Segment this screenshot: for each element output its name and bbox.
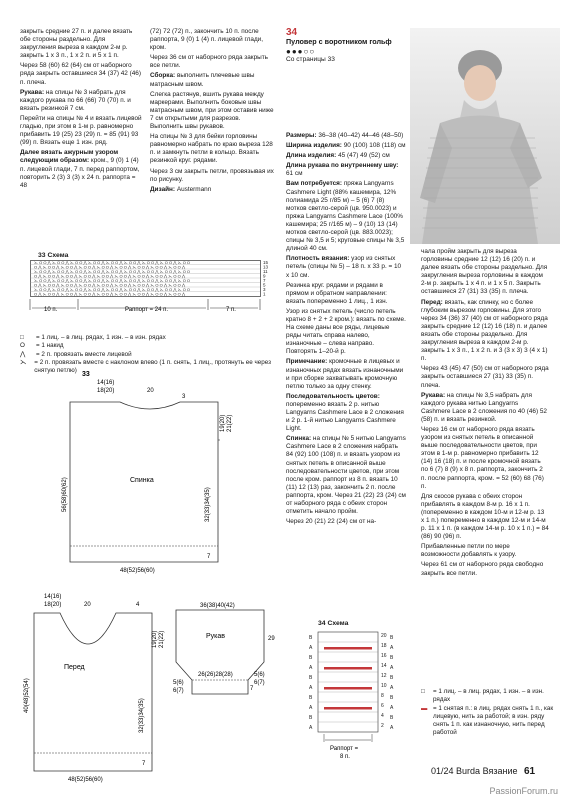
svg-text:5(6): 5(6) [173, 680, 184, 686]
paragraph: Прибавленные петли по мере возможности добавлять к узору. [421, 543, 517, 559]
schema-33-title: 33 Схема [38, 252, 69, 259]
schema-33-grid [30, 260, 280, 324]
svg-text:А: А [309, 665, 313, 671]
svg-text:O ⋀ ⋋ O O ⋀ ⋋ O O ⋀ ⋋ O O ⋀ ⋋: O ⋀ ⋋ O O ⋀ ⋋ O O ⋀ ⋋ O O ⋀ ⋋ O O ⋀ ⋋ O O ⋀ ⋋ O O ⋀ ⋋ O O ⋀ ⋋ O O ⋀ [34, 282, 186, 288]
svg-text:7: 7 [142, 761, 146, 767]
svg-text:В: В [390, 655, 394, 661]
svg-text:4: 4 [381, 713, 384, 719]
paragraph: Вам потребуется: пряжа Langyarns Cashmere Light (88% кашемира, 12% полиамида 25 г/85 м) – 5 (6) 7 (8) мотков светло-серой (цв. 950.0023) и пряжа Langyarns Cashmere Lace (100% кашемира; 25 г/165 м) – 9 (10) 13 (14) мотков светло-серой (цв. 883.0023); спицы № 3,5 и 5; круговые спицы № 3,5 длиной 40 см. [286, 180, 405, 253]
paragraph: Перейти на спицы № 4 и вязать лицевой гладью, при этом в 1-м р. равномерно прибавить 19 (25) 23 (29) п. = 85 (91) 93 (99) п. Вязать еще 1 изн. ряд. [20, 114, 142, 147]
legend-34 [421, 688, 555, 738]
row-number: 5 [263, 282, 266, 288]
model-header [286, 27, 406, 64]
svg-text:O ⋀ ⋋ O O ⋀ ⋋ O O ⋀ ⋋ O O ⋀ ⋋: O ⋀ ⋋ O O ⋀ ⋋ O O ⋀ ⋋ O O ⋀ ⋋ O O ⋀ ⋋ O O ⋀ ⋋ O O ⋀ ⋋ O O ⋀ ⋋ O O ⋀ [34, 273, 186, 279]
svg-text:40(48)52(54): 40(48)52(54) [24, 678, 30, 713]
svg-text:19(20): 19(20) [152, 630, 158, 648]
svg-text:21(22): 21(22) [227, 414, 233, 432]
model-number: 34 [286, 27, 298, 38]
paragraph: закрыть средние 27 п. и далее вязать обе стороны раздельно. Для закругления выреза в каждом 2-м р. закрыть 1 х 3 п., 1 х 2 п. и 5 х 1 п. [20, 28, 133, 60]
paragraph: Через 16 см от наборного ряда вязать узором из снятых петель в описанной выше последовательности цветов, при этом в 1-м р. равномерно прибавить 12 (14) 16 (18) п. и после кромочной вязать по 6 (7) 8 (9) х 8 п. раппорта, закончить 2 п. после раппорта, кром. = 52 (60) 68 (76) п. [421, 425, 544, 490]
svg-text:6: 6 [381, 703, 384, 709]
schema-34-title: 34 Схема [318, 620, 349, 627]
magazine-name: Burda Вязание [456, 766, 518, 776]
svg-text:А: А [390, 685, 394, 691]
svg-text:А: А [390, 665, 394, 671]
svg-text:В: В [390, 695, 394, 701]
pattern-sleeve [170, 598, 280, 698]
svg-text:29: 29 [268, 636, 275, 642]
paragraph: Рукава: на спицы № 3 набрать для каждого рукава по 66 (66) 70 (70) п. и вязать резинкой 7 см. [20, 88, 131, 112]
source-page: Со страницы 33 [286, 55, 335, 63]
paragraph: Размеры: 36–38 (40–42) 44–46 (48–50) [286, 132, 404, 139]
sleeve-label: Рукав [206, 633, 225, 640]
page-number: 61 [524, 766, 536, 777]
back-label: Спинка [130, 477, 154, 484]
paragraph: Последовательность цветов: попеременно вязать 2 р. нитью Langyarns Cashmere Lace в 2 сложения и 2 р. 1-й нитью Langyarns Cashmere Light. [286, 392, 404, 433]
difficulty-rating: ●●●○○ [286, 46, 316, 56]
svg-text:В: В [390, 675, 394, 681]
legend-item: O = 1 накид [20, 342, 64, 350]
model-title: Пуловер с воротником гольф [286, 37, 392, 46]
legend-item: ⋀ = 2 п. провязать вместе лицевой [20, 350, 132, 358]
svg-text:14: 14 [381, 663, 387, 669]
svg-text:А: А [309, 685, 313, 691]
model-photo [410, 28, 560, 244]
svg-text:21(22): 21(22) [159, 630, 165, 648]
svg-text:В: В [309, 675, 313, 681]
svg-text:8: 8 [381, 693, 384, 699]
pattern-front [20, 593, 170, 783]
text-column-2 [150, 28, 274, 196]
paragraph: Дизайн: Austermann [150, 185, 212, 193]
svg-text:O ⋀ ⋋ O O ⋀ ⋋ O O ⋀ ⋋ O O ⋀ ⋋: O ⋀ ⋋ O O ⋀ ⋋ O O ⋀ ⋋ O O ⋀ ⋋ O O ⋀ ⋋ O O ⋀ ⋋ O O ⋀ ⋋ O O ⋀ ⋋ O O ⋀ [34, 291, 186, 297]
paragraph: Сборка: выполнить плечевые швы матрасным швом. [150, 72, 255, 88]
legend-item: ⋋ = 2 п. провязать вместе с наклоном влево (1 п. снять, 1 лиц., протянуть ее через снятую петлю) [20, 358, 272, 375]
svg-text:16: 16 [381, 653, 387, 659]
schema-34-grid [308, 630, 398, 770]
label-7: 7 п. [226, 307, 236, 313]
svg-text:20: 20 [147, 388, 154, 394]
page-footer [431, 766, 535, 777]
svg-text:36(38)40(42): 36(38)40(42) [200, 603, 235, 609]
svg-text:18(20): 18(20) [44, 602, 62, 608]
row-number: 9 [263, 273, 266, 279]
legend-item: ▬ = 1 снятая п.: в лиц. рядах снять 1 п., как лицевую, нить за работой; в изн. ряду снять 1 п. как изнаночную, нить перед работой [421, 704, 554, 737]
legend-item: □ = 1 лиц. – в лиц. рядах, 1 изн. – в изн. рядах [20, 334, 166, 341]
svg-text:⋋ O O ⋀ ⋋ O O ⋀ ⋋ O O ⋀ ⋋ O O: ⋋ O O ⋀ ⋋ O O ⋀ ⋋ O O ⋀ ⋋ O O ⋀ ⋋ O O ⋀ ⋋ O O ⋀ ⋋ O O ⋀ ⋋ O O ⋀ ⋋ O O [34, 287, 191, 292]
svg-text:2: 2 [381, 723, 384, 729]
svg-text:12: 12 [381, 673, 387, 679]
svg-text:32(33)34(35): 32(33)34(35) [139, 698, 145, 733]
svg-text:32(33)34(35): 32(33)34(35) [205, 487, 211, 522]
paragraph: Для скосов рукава с обеих сторон прибавлять в каждом 8-м р. 16 х 1 п. (попеременно в каждом 10-м и 12-м р. 13 х 1 п.) попеременно в каждом 12-м и 14-м р. 11 х 1 п. (в каждом 14-м р. 10 х 1 п.) = 84 (86) 90 (96) п. [421, 492, 549, 541]
paragraph: Через 3 см закрыть петли, провязывая их по рисунку. [150, 167, 274, 183]
svg-text:48(52)56(60): 48(52)56(60) [120, 568, 155, 574]
paragraph: Резинка круг. рядами и рядами в прямом и обратном направлении: вязать попеременно 1 лиц., 1 изн. [286, 281, 388, 305]
row-number: 15 [263, 260, 269, 265]
pattern-number: 33 [82, 371, 90, 378]
rapport-value: 8 п. [340, 754, 350, 760]
svg-text:В: В [390, 635, 394, 641]
paragraph: Ширина изделия: 90 (100) 108 (118) см [286, 142, 406, 150]
row-number: 3 [263, 287, 266, 292]
svg-text:В: В [309, 635, 313, 641]
svg-text:6(7): 6(7) [173, 688, 184, 694]
svg-text:6(7): 6(7) [254, 680, 265, 686]
paragraph: Спинка: на спицы № 5 нитью Langyarns Cashmere Lace в 2 сложения набрать 84 (92) 100 (108) п. и вязать узором из снятых петель в описанной выше последовательности цветов, при этом после кром. раппорт из 8 п. вязать 10 (11) 12 (13) раз, закончить 2 п. после раппорта, кром. Через 21 (22) 23 (24) см от наборного ряда с обеих сторон отметить начало пройм. [286, 435, 406, 516]
paragraph: Плотность вязания: узор из снятых петель (спицы № 5) – 18 п. х 33 р. = 10 х 10 см. [286, 255, 402, 279]
text-column-4 [421, 248, 549, 580]
svg-text:14(16): 14(16) [44, 594, 62, 600]
paragraph: На спицы № 3 для бейки горловины равномерно набрать по краю выреза 128 п. и замкнуть петли в кольцо. Вязать резинкой круг. рядами. [150, 133, 273, 165]
paragraph: Через 43 (45) 47 (50) см от наборного ряда закрыть оставшиеся 27 (31) 33 (35) п. плеча. [421, 365, 549, 389]
svg-text:⋋ O O ⋀ ⋋ O O ⋀ ⋋ O O ⋀ ⋋ O O: ⋋ O O ⋀ ⋋ O O ⋀ ⋋ O O ⋀ ⋋ O O ⋀ ⋋ O O ⋀ ⋋ O O ⋀ ⋋ O O ⋀ ⋋ O O ⋀ ⋋ O O [34, 260, 191, 265]
svg-text:В: В [309, 655, 313, 661]
paragraph: Длина изделия: 45 (47) 49 (52) см [286, 152, 390, 160]
svg-text:4: 4 [136, 602, 140, 608]
issue-number: 01/24 [431, 766, 454, 776]
svg-text:В: В [390, 715, 394, 721]
svg-text:5(6): 5(6) [254, 672, 265, 678]
paragraph: Через 58 (60) 62 (64) см от наборного ряда закрыть оставшиеся 34 (37) 42 (46) п. плеча. [20, 62, 141, 86]
svg-text:А: А [309, 705, 313, 711]
svg-text:14(16): 14(16) [97, 380, 115, 386]
paragraph: Перед: вязать, как спинку, но с более глубоким вырезом горловины. Для этого через 34 (36) 37 (40) см от наборного ряда закрыть средние 12 (12) 16 (18) п. и далее вязать обе стороны раздельно. Для закругления выреза в каждом 2-м р. закрыть 1 х 3 п., 1 х 2 п. и 3 (3 х 3) 3 (4 х 1) п. [421, 298, 548, 363]
svg-text:В: В [309, 695, 313, 701]
svg-text:А: А [309, 645, 313, 651]
svg-text:3: 3 [182, 394, 186, 400]
paragraph: (72) 72 (72) п., закончить 10 п. после раппорта, 9 (0) 1 (4) п. лицевой глади, кром. [150, 28, 264, 52]
svg-text:18(20): 18(20) [97, 388, 115, 394]
svg-text:26(26)28(28): 26(26)28(28) [198, 672, 233, 678]
label-rapport: Раппорт = 24 п. [125, 307, 169, 313]
svg-text:7: 7 [250, 686, 254, 692]
svg-text:⋋ O O ⋀ ⋋ O O ⋀ ⋋ O O ⋀ ⋋ O O: ⋋ O O ⋀ ⋋ O O ⋀ ⋋ O O ⋀ ⋋ O O ⋀ ⋋ O O ⋀ ⋋ O O ⋀ ⋋ O O ⋀ ⋋ O O ⋀ ⋋ O O [34, 269, 191, 274]
row-number: 11 [263, 269, 268, 274]
svg-text:А: А [390, 705, 394, 711]
legend-item: □ = 1 лиц. – в лиц. рядах, 1 изн. – в изн. рядах [421, 688, 544, 704]
svg-text:А: А [309, 725, 313, 731]
text-column-1 [20, 28, 142, 192]
paragraph: Узор из снятых петель (число петель кратно 8 + 2 + 2 кром.): вязать по схеме. На схеме даны все ряды, лицевые ряды читать справа налево, изнаночные – слева направо. Повторять 1–20-й р. [286, 307, 406, 356]
svg-text:56(58)60(62): 56(58)60(62) [62, 477, 68, 512]
pattern-back [60, 371, 233, 592]
svg-text:А: А [390, 725, 394, 731]
label-10: 10 п. [44, 307, 58, 313]
watermark: PassionForum.ru [489, 786, 558, 796]
row-number: 7 [263, 278, 266, 283]
svg-text:10: 10 [381, 683, 387, 689]
svg-text:7: 7 [207, 554, 211, 560]
paragraph: Длина рукава по внутреннему шву: 61 см [286, 162, 399, 178]
paragraph: Слегка растянув, вшить рукава между маркерами. Выполнить боковые швы матрасным швом, при этом оставив ниже 7 см открытыми для разрезов. Выполнить швы рукавов. [150, 90, 274, 131]
front-label: Перед [64, 664, 85, 671]
svg-text:O ⋀ ⋋ O O ⋀ ⋋ O O ⋀ ⋋ O O ⋀ ⋋: O ⋀ ⋋ O O ⋀ ⋋ O O ⋀ ⋋ O O ⋀ ⋋ O O ⋀ ⋋ O O ⋀ ⋋ O O ⋀ ⋋ O O ⋀ ⋋ O O ⋀ [34, 264, 186, 270]
legend-33 [20, 334, 285, 375]
text-column-3 [286, 132, 406, 528]
row-number: 13 [263, 264, 269, 270]
svg-text:20: 20 [84, 602, 91, 608]
svg-text:18: 18 [381, 643, 387, 649]
paragraph: Далее вязать ажурным узором следующим образом: кром., 9 (0) 1 (4) п. лицевой глади, 7 п. перед раппортом, повторить 2 (3) 3 (3) х 24 п. раппорта = 48 [20, 149, 140, 189]
svg-text:20: 20 [381, 633, 387, 639]
svg-text:48(52)56(60): 48(52)56(60) [68, 777, 103, 783]
paragraph: Через 20 (21) 22 (24) см от на- [286, 518, 377, 526]
svg-text:⋋ O O ⋀ ⋋ O O ⋀ ⋋ O O ⋀ ⋋ O O: ⋋ O O ⋀ ⋋ O O ⋀ ⋋ O O ⋀ ⋋ O O ⋀ ⋋ O O ⋀ ⋋ O O ⋀ ⋋ O O ⋀ ⋋ O O ⋀ ⋋ O O [34, 278, 191, 283]
paragraph: Рукава: на спицы № 3,5 набрать для каждого рукава нитью Langyarns Cashmere Lace в 2 сложения по 40 (46) 52 (58) п. и вязать резинкой. [421, 391, 547, 423]
svg-text:А: А [390, 645, 394, 651]
rapport-label: Раппорт = [330, 746, 359, 752]
paragraph: чала пройм закрыть для выреза горловины средние 12 (12) 16 (20) п. и далее вязать обе стороны раздельно. Для закругления выреза горловины в каждом 2-м р. закрыть 1 х 4 п. и 1 х 5 п. Закрыть оставшиеся 27 (31) 33 (35) п. плеча. [421, 248, 548, 296]
paragraph: Через 36 см от наборного ряда закрыть все петли. [150, 54, 268, 70]
svg-text:В: В [309, 715, 313, 721]
svg-text:19(20): 19(20) [220, 414, 226, 432]
paragraph: Через 61 см от наборного ряда свободно закрыть все петли. [421, 561, 544, 577]
paragraph: Примечание: кромочные в лицевых и изнаночных рядах вязать изнаночными и при сборке захватывать кромочную петлю только за одну стенку. [286, 358, 404, 390]
row-number: 1 [263, 291, 266, 297]
